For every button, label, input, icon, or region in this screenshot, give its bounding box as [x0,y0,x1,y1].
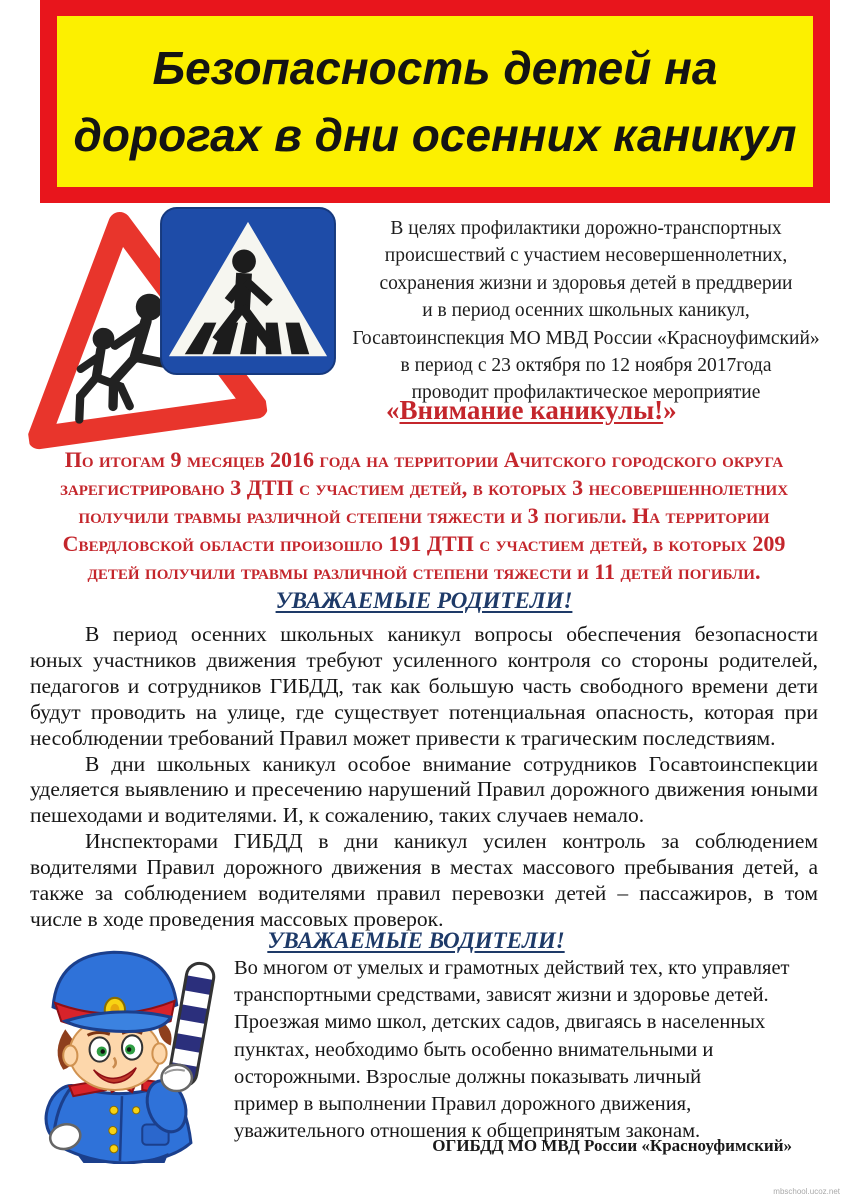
body-paragraph: Инспекторами ГИБДД в дни каникул усилен контроль за соблюдением водителями Правил дорожного движения в местах массового пребывания детей, а также за соблюдением водителями правил перевозки детей – пассажиров, в том числе в ходе проведения массовых проверок. [30,829,818,931]
intro-line: сохранения жизни и здоровья детей в преддверии [379,272,793,294]
intro-line: происшествий с участием несовершеннолетних, [384,245,788,267]
drivers-line: уважительного отношения к общепринятым законам. [234,1120,701,1143]
parents-section-body [30,622,818,933]
drivers-line: осторожными. Взрослые должны показывать личный [234,1065,702,1088]
intro-line: Госавтоинспекция МО МВД России «Красноуфимский» [352,327,820,349]
header-banner-inner [57,16,813,187]
intro-line: в период с 23 октября по 12 ноября 2017года [400,355,772,377]
intro-paragraph [336,215,836,407]
parents-section-heading: УВАЖАЕМЫЕ РОДИТЕЛИ! [275,588,573,613]
drivers-line: Проезжая мимо школ, детских садов, двигаясь в населенных [234,1011,766,1034]
campaign-slogan [386,395,677,426]
header-banner [40,0,830,203]
traffic-officer-illustration [16,936,230,1164]
slogan-open-quote: « [386,395,400,425]
body-paragraph: В дни школьных каникул особое внимание сотрудников Госавтоинспекции уделяется выявлению и пресечению нарушений Правил дорожного движения юными пешеходами и водителями. И, к сожалению, таких случаев немало. [30,751,818,828]
drivers-line: Во многом от умелых и грамотных действий тех, кто управляет [234,957,790,979]
body-paragraph: В период осенних школьных каникул вопросы обеспечения безопасности юных участников движения требуют усиленного контроля со стороны родителей, педагогов и сотрудников ГИБДД, так как большую часть свободного времени дети будут проводить на улице, где существует потенциальная опасность, которая при несоблюдении требований Правил может привести к трагическим последствиям. [30,622,818,750]
intro-line: и в период осенних школьных каникул, [422,300,750,322]
intro-line: В целях профилактики дорожно-транспортных [390,218,782,239]
page-title-line1: Безопасность детей на [152,41,718,94]
watermark: mbschool.ucoz.net [773,1187,840,1196]
accident-statistics: По итогам 9 месяцев 2016 года на территории Ачитского городского округа зарегистрировано 3 ДТП с участием детей, в которых 3 несовершеннолетних получили травмы различной степени тяжести и 3 погибли. На территории Свердловской области произошло 191 ДТП с участием детей, в которых 209 детей получили травмы различной степени тяжести и 11 детей погибли. [59,447,789,584]
intro-line: проводит профилактическое мероприятие [411,382,761,404]
drivers-line: транспортными средствами, зависят жизни и здоровье детей. [234,984,769,1007]
signature: ОГИБДД МО МВД России «Красноуфимский» [432,1136,792,1155]
drivers-section-body [234,955,824,1145]
page-title-line2: дорогах в дни осенних каникул [73,108,797,161]
drivers-line: пример в выполнении Правил дорожного движения, [234,1093,692,1116]
drivers-section-heading: УВАЖАЕМЫЕ ВОДИТЕЛИ! [267,928,565,953]
slogan-close-quote: » [663,395,677,425]
pedestrian-crossing-sign-icon [158,206,338,376]
drivers-line: пунктах, необходимо быть особенно внимательными и [234,1038,714,1061]
slogan-text: Внимание каникулы! [399,395,664,425]
